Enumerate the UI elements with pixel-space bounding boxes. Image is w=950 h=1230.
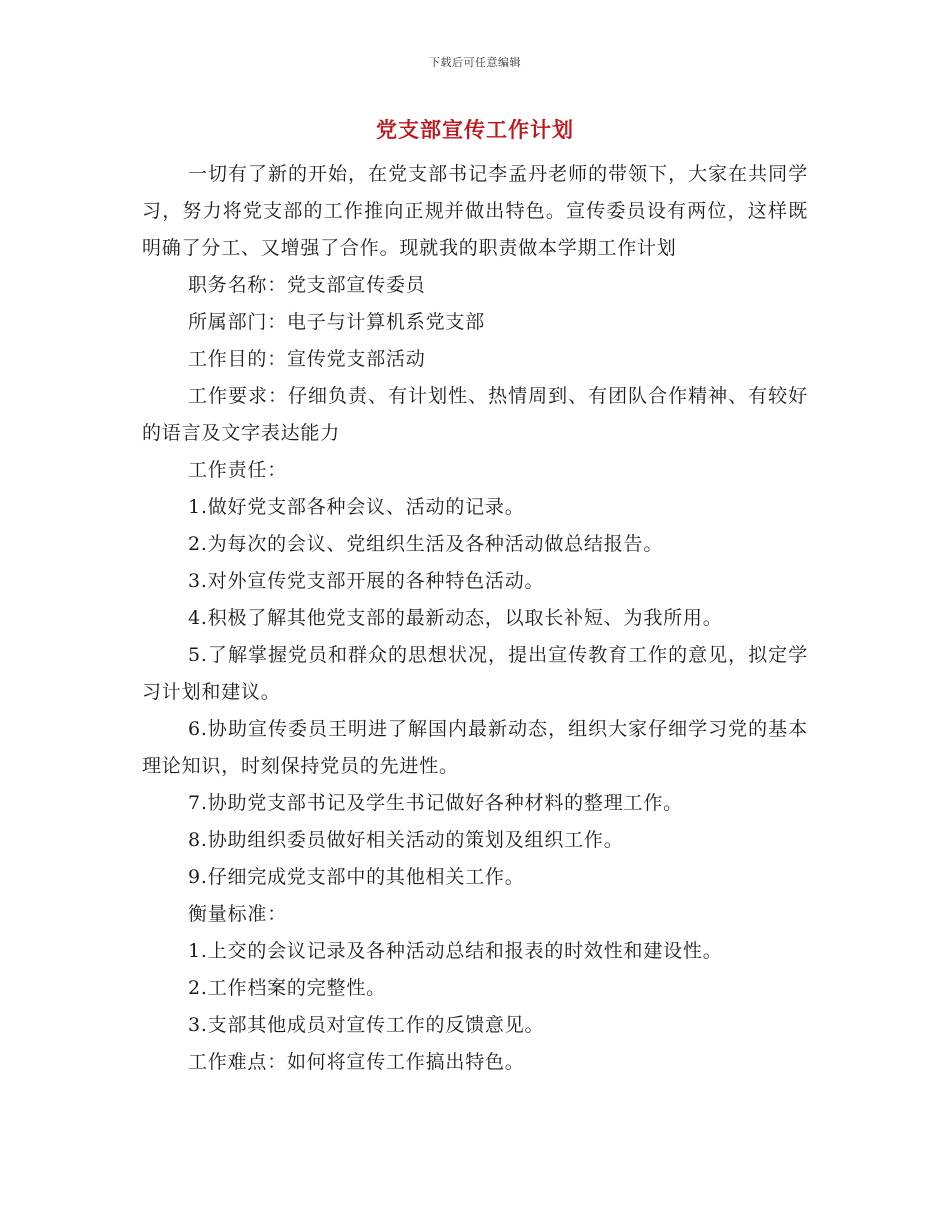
work-difficulty: 工作难点：如何将宣传工作搞出特色。 — [188, 1051, 525, 1073]
position-name: 职务名称：党支部宣传委员 — [188, 274, 426, 296]
document-title: 党支部宣传工作计划 — [376, 117, 574, 142]
standard-item: 1.上交的会议记录及各种活动总结和报表的时效性和建设性。 — [188, 940, 723, 962]
work-purpose: 工作目的：宣传党支部活动 — [188, 348, 426, 370]
standard-item: 3.支部其他成员对宣传工作的反馈意见。 — [188, 1014, 545, 1036]
work-requirements: 工作要求：仔细负责、有计划性、热情周到、有团队合作精神、有较好的语言及文字表达能力 — [142, 385, 808, 444]
standard-item: 2.工作档案的完整性。 — [188, 977, 386, 999]
responsibility-item: 9.仔细完成党支部中的其他相关工作。 — [188, 866, 525, 888]
document-body — [142, 156, 808, 1081]
responsibility-item: 5.了解掌握党员和群众的思想状况，提出宣传教育工作的意见，拟定学习计划和建议。 — [142, 644, 808, 703]
responsibility-item: 6.协助宣传委员王明进了解国内最新动态，组织大家仔细学习党的基本理论知识，时刻保持党员的先进性。 — [142, 718, 808, 777]
responsibility-item: 4.积极了解其他党支部的最新动态，以取长补短、为我所用。 — [188, 607, 723, 629]
responsibilities-heading: 工作责任： — [188, 459, 288, 481]
responsibility-item: 3.对外宣传党支部开展的各种特色活动。 — [188, 570, 545, 592]
responsibility-item: 1.做好党支部各种会议、活动的记录。 — [188, 496, 525, 518]
department: 所属部门：电子与计算机系党支部 — [188, 311, 486, 333]
page-header-note: 下载后可任意编辑 — [429, 56, 521, 69]
responsibility-item: 8.协助组织委员做好相关活动的策划及组织工作。 — [188, 829, 624, 851]
intro-paragraph: 一切有了新的开始，在党支部书记李孟丹老师的带领下，大家在共同学习，努力将党支部的工作推向正规并做出特色。宣传委员设有两位，这样既明确了分工、又增强了合作。现就我的职责做本学期工作计划 — [142, 163, 808, 259]
standards-heading: 衡量标准： — [188, 903, 288, 925]
responsibility-item: 7.协助党支部书记及学生书记做好各种材料的整理工作。 — [188, 792, 683, 814]
responsibility-item: 2.为每次的会议、党组织生活及各种活动做总结报告。 — [188, 533, 664, 555]
